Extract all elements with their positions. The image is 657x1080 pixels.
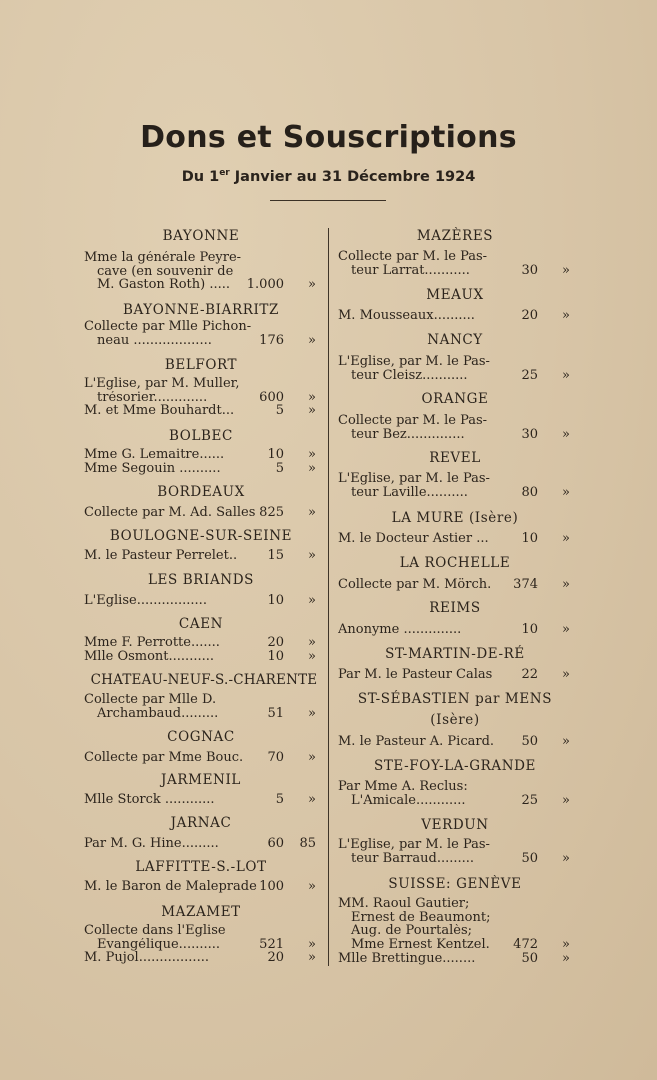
page-title: Dons et Souscriptions [140, 120, 517, 155]
entry-line: Aug. de Pourtalès; [351, 924, 473, 938]
amount: 80 [521, 485, 538, 500]
donation-entry [84, 594, 318, 608]
cents: » [562, 263, 570, 278]
donation-entry [84, 751, 318, 765]
entry-line: Par Mme A. Reclus: [338, 780, 468, 794]
amount: 10 [521, 622, 538, 637]
entry-line: Mme F. Perrotte....... [84, 636, 220, 650]
cents: » [562, 308, 570, 323]
heading-caen: CAEN [178, 616, 224, 632]
donation-entry [338, 735, 572, 749]
entry-line: Mme G. Lemaitre...... [84, 448, 225, 462]
donation-entry [338, 897, 572, 951]
heading-boulogne: BOULOGNE-SUR-SEINE [109, 528, 293, 544]
entry-line: Collecte par M. Ad. Salles [84, 506, 256, 520]
cents: » [308, 950, 316, 965]
cents: » [308, 403, 316, 418]
entry-line: Collecte par Mlle D. [84, 693, 217, 707]
heading-ste-foy-la-grande: STE-FOY-LA-GRANDE [373, 758, 536, 774]
entry-line: Mme Ernest Kentzel. [351, 937, 490, 952]
donation-entry [84, 506, 318, 520]
amount: 825 [259, 505, 284, 520]
cents: » [308, 447, 316, 462]
heading-isere: (Isère) [430, 712, 480, 728]
donation-entry [84, 448, 318, 462]
donation-entry [338, 578, 572, 592]
cents: » [308, 937, 316, 952]
amount: 5 [275, 461, 284, 476]
subtitle-pre: Du 1 [181, 168, 220, 185]
donation-entry [84, 404, 318, 418]
donation-entry [338, 532, 572, 546]
column-divider [328, 228, 329, 966]
entry-line: Mme la générale Peyre- [84, 251, 242, 265]
amount: 5 [275, 403, 284, 418]
cents: » [562, 622, 570, 637]
donation-entry [84, 462, 318, 476]
entry-line: Mlle Storck ............ [84, 793, 215, 807]
heading-st-sebastien: ST-SÉBASTIEN par MENS [357, 691, 553, 707]
entry-line: teur Cleisz........... [351, 368, 468, 383]
entry-line: Anonyme .............. [338, 623, 462, 637]
donation-entry [338, 414, 572, 441]
entry-line: Mme Segouin .......... [84, 462, 221, 476]
amount: 10 [521, 531, 538, 546]
donation-entry [84, 693, 318, 720]
amount: 30 [521, 263, 538, 278]
entry-line: cave (en souvenir de [97, 264, 234, 279]
heading-mazamet: MAZAMET [161, 904, 241, 920]
cents: » [562, 937, 570, 952]
amount: 10 [267, 649, 284, 664]
amount: 50 [521, 951, 538, 966]
amount: 30 [521, 427, 538, 442]
donation-entry [84, 951, 318, 965]
amount: 472 [513, 937, 538, 952]
cents: » [308, 649, 316, 664]
donation-entry [84, 636, 318, 650]
entry-line: M. le Pasteur Perrelet.. [84, 549, 238, 563]
amount: 1.000 [246, 277, 284, 292]
entry-line: Evangélique.......... [97, 937, 220, 952]
entry-line: Mlle Osmont........... [84, 650, 214, 664]
cents: » [562, 531, 570, 546]
entry-line: teur Larrat........... [351, 263, 470, 278]
heading-suisse-geneve: SUISSE: GENÈVE [388, 876, 522, 892]
amount: 22 [521, 667, 538, 682]
subtitle-post: Janvier au 31 Décembre 1924 [229, 168, 476, 185]
donation-entry [84, 880, 318, 894]
entry-line: teur Bez.............. [351, 427, 465, 442]
donation-entry [338, 952, 572, 966]
heading-laffitte: LAFFITTE-S.-LOT [135, 859, 267, 875]
heading-mazeres: MAZÈRES [416, 228, 494, 244]
heading-chateauneuf: CHATEAU-NEUF-S.-CHARENTE [90, 672, 318, 688]
donation-entry [84, 837, 318, 851]
entry-line: L'Eglise, par M. le Pas- [338, 472, 490, 486]
heading-bolbec: BOLBEC [169, 428, 233, 444]
cents: » [308, 750, 316, 765]
entry-line: MM. Raoul Gautier; [338, 897, 470, 911]
entry-line: Collecte par M. Mörch. [338, 578, 492, 592]
heading-st-martin-de-re: ST-MARTIN-DE-RÉ [385, 646, 525, 662]
entry-line: Collecte par M. le Pas- [338, 414, 488, 428]
cents: » [308, 548, 316, 563]
cents: » [308, 390, 316, 405]
donation-entry [338, 780, 572, 807]
heading-revel: REVEL [429, 450, 481, 466]
cents: » [308, 593, 316, 608]
cents: » [308, 461, 316, 476]
entry-line: Collecte par M. le Pas- [338, 250, 488, 264]
amount: 100 [259, 879, 284, 894]
entry-line: trésorier............. [97, 390, 208, 405]
entry-line: Collecte dans l'Eglise [84, 924, 226, 938]
amount: 5 [275, 792, 284, 807]
cents: » [308, 879, 316, 894]
cents: 85 [299, 836, 316, 851]
amount: 20 [267, 635, 284, 650]
amount: 20 [267, 950, 284, 965]
heading-la-mure: LA MURE (Isère) [391, 510, 519, 526]
entry-line: L'Eglise, par M. le Pas- [338, 838, 490, 852]
entry-line: L'Eglise................. [84, 594, 207, 608]
entry-line: neau ................... [97, 333, 212, 348]
cents: » [562, 793, 570, 808]
amount: 20 [521, 308, 538, 323]
entry-line: Archambaud......... [97, 706, 219, 721]
cents: » [562, 667, 570, 682]
entry-line: Mlle Brettingue........ [338, 952, 476, 966]
entry-line: L'Eglise, par M. Muller, [84, 377, 240, 391]
cents: » [308, 505, 316, 520]
entry-line: teur Laville.......... [351, 485, 468, 500]
entry-line: M. le Baron de Maleprade [84, 880, 257, 894]
amount: 50 [521, 851, 538, 866]
heading-verdun: VERDUN [421, 817, 489, 833]
cents: » [562, 427, 570, 442]
entry-line: Par M. G. Hine......... [84, 837, 219, 851]
cents: » [308, 706, 316, 721]
amount: 50 [521, 734, 538, 749]
cents: » [562, 577, 570, 592]
heading-cognac: COGNAC [167, 729, 235, 745]
heading-orange: ORANGE [421, 391, 489, 407]
amount: 10 [267, 593, 284, 608]
amount: 10 [267, 447, 284, 462]
heading-reims: REIMS [429, 600, 481, 616]
entry-line: Ernest de Beaumont; [351, 910, 491, 925]
donation-entry [84, 251, 318, 292]
heading-meaux: MEAUX [426, 287, 484, 303]
cents: » [562, 734, 570, 749]
entry-line: L'Amicale............ [351, 793, 466, 808]
heading-jarnac: JARNAC [170, 815, 232, 831]
amount: 60 [267, 836, 284, 851]
amount: 176 [259, 333, 284, 348]
donation-entry [84, 924, 318, 951]
donation-entry [338, 838, 572, 865]
subtitle-ordinal: er [219, 168, 230, 178]
amount: 374 [513, 577, 538, 592]
donation-entry [338, 668, 572, 682]
cents: » [562, 368, 570, 383]
entry-line: Collecte par Mlle Pichon- [84, 320, 252, 334]
date-range-subtitle [0, 168, 657, 185]
entry-line: M. Gaston Roth) ..... [97, 278, 231, 292]
amount: 521 [259, 937, 284, 952]
amount: 600 [259, 390, 284, 405]
heading-bayonne: BAYONNE [162, 228, 240, 244]
entry-line: M. le Docteur Astier ... [338, 532, 489, 546]
cents: » [308, 635, 316, 650]
heading-belfort: BELFORT [164, 357, 238, 373]
cents: » [308, 333, 316, 348]
heading-bayonne-biarritz: BAYONNE-BIARRITZ [122, 302, 280, 318]
donation-entry [338, 250, 572, 277]
entry-line: M. Pujol................. [84, 951, 209, 965]
entry-line: M. et Mme Bouhardt... [84, 404, 235, 418]
entry-line: M. Mousseaux.......... [338, 309, 475, 323]
amount: 25 [521, 793, 538, 808]
heading-bordeaux: BORDEAUX [157, 484, 245, 500]
entry-line: M. le Pasteur A. Picard. [338, 735, 495, 749]
cents: » [562, 951, 570, 966]
cents: » [308, 277, 316, 292]
donation-entry [84, 377, 318, 404]
entry-line: Par M. le Pasteur Calas [338, 668, 493, 682]
amount: 15 [267, 548, 284, 563]
donation-entry [338, 623, 572, 637]
cents: » [562, 851, 570, 866]
heading-les-briands: LES BRIANDS [147, 572, 254, 588]
donation-entry [338, 472, 572, 499]
donation-entry [84, 549, 318, 563]
donation-entry [84, 320, 318, 347]
amount: 25 [521, 368, 538, 383]
entry-line: teur Barraud......... [351, 851, 475, 866]
amount: 70 [267, 750, 284, 765]
donation-entry [84, 650, 318, 664]
heading-jarmenil: JARMENIL [161, 772, 241, 788]
donation-entry [338, 309, 572, 323]
donation-entry [84, 793, 318, 807]
entry-line: L'Eglise, par M. le Pas- [338, 355, 490, 369]
heading-nancy: NANCY [427, 332, 483, 348]
entry-line: Collecte par Mme Bouc. [84, 751, 244, 765]
heading-la-rochelle: LA ROCHELLE [399, 555, 511, 571]
donation-entry [338, 355, 572, 382]
title-divider [270, 200, 386, 201]
cents: » [308, 792, 316, 807]
cents: » [562, 485, 570, 500]
amount: 51 [267, 706, 284, 721]
